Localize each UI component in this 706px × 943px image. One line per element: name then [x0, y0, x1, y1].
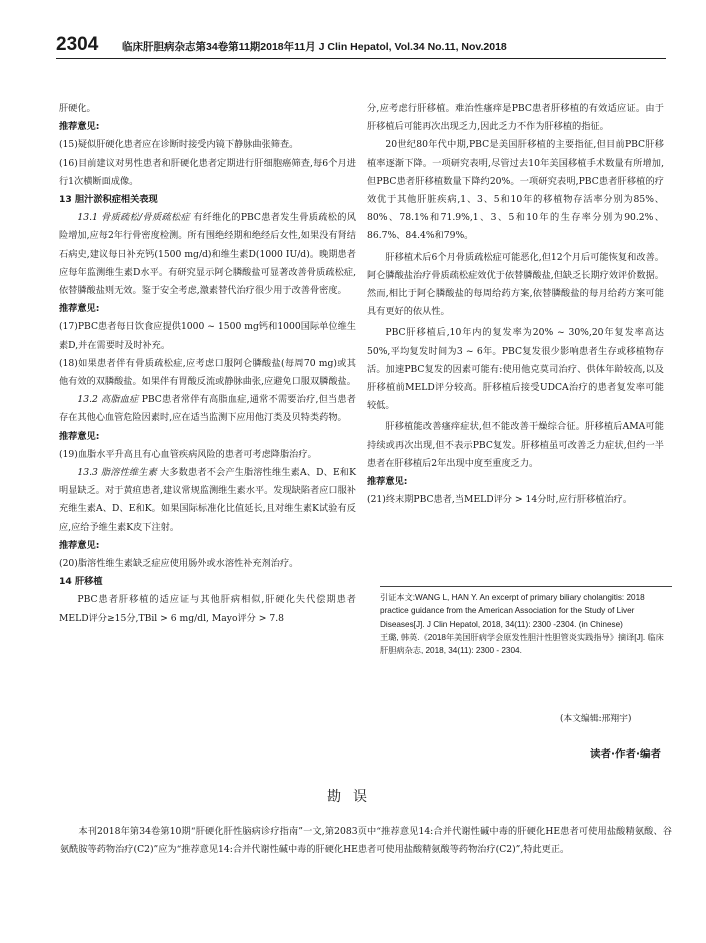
- paragraph: PBC肝移植后,10年内的复发率为20% ~ 30%,20年复发率高达50%,平均复发时间为3 ~ 6年。PBC复发很少影响患者生存或移植物存活。加速PBC复发的因素可能有:使用他克莫司治疗、供体年龄较高,以及肝移植前MELD评分较高。肝移植后接受UDCA治疗的患者复发率可能较低。: [367, 327, 664, 412]
- recommendation-label: 推荐意见:: [367, 476, 408, 488]
- errata-text: 本刊2018年第34卷第10期“肝硬化肝性脑病诊疗指南”一文,第2083页中“推荐意见14:合并代谢性碱中毒的肝硬化HE患者可使用盐酸精氨酸、谷氨酰胺等药物治疗(C2)”应为“推荐意见14:合并代谢性碱中毒的肝硬化HE患者可使用盐酸精氨酸等药物治疗(C2)”,特此更正。: [60, 826, 672, 855]
- subsection-title: 13.2 高脂血症: [77, 394, 139, 406]
- recommendation-label: 推荐意见:: [59, 430, 100, 442]
- citation-chinese: 王璐, 韩英.《2018年美国肝病学会原发性胆汁性胆管炎实践指导》摘译[J]. 临床肝胆病杂志, 2018, 34(11): 2300 - 2304.: [380, 632, 664, 656]
- subsection-text: PBC患者常伴有高脂血症,通常不需要治疗,但当患者存在其他心血管危险因素时,应在适当监测下应用他汀类及贝特类药物。: [59, 394, 356, 424]
- intro-text: 肝硬化。: [59, 103, 96, 114]
- errata-title: 勘误: [327, 789, 379, 805]
- subsection-text: 大多数患者不会产生脂溶性维生素A、D、E和K明显缺乏。对于黄疸患者,建议常规监测维生素水平。发现缺陷者应口服补充维生素A、D、E和K。如果国际标准化比值延长,且对维生素K试验有反应,应给予维生素K皮下注射。: [59, 467, 357, 533]
- subsection-13-1: [59, 209, 356, 300]
- subsection-text: 有纤维化的PBC患者发生骨质疏松的风险增加,应每2年行骨密度检测。所有围绝经期和绝经后女性,如果没有肾结石病史,建议每日补充钙(1500 mg/d)和维生素D(1000 IU/d)。晚期患者应每年监测维生素D水平。有研究显示阿仑膦酸盐可显著改善骨质疏松症,依替膦酸盐则无效。鉴于安全考虑,激素替代治疗很少用于改善骨密度。: [59, 212, 356, 297]
- subsection-13-2: [59, 391, 356, 427]
- journal-title: 临床肝胆病杂志第34卷第11期2018年11月 J Clin Hepatol, Vol.34 No.11, Nov.2018: [122, 41, 507, 53]
- errata-body: [60, 823, 672, 858]
- running-header: [56, 34, 666, 59]
- editor-note: (本文编辑:邢翔宇): [560, 714, 632, 724]
- recommendation-21: (21)终末期PBC患者,当MELD评分 > 14分时,应行肝移植治疗。: [367, 494, 633, 506]
- paragraph: 肝移植能改善瘙痒症状,但不能改善干燥综合征。肝移植后AMA可能持续或再次出现,但不表示PBC复发。肝移植虽可改善乏力症状,但约一半患者在肝移植后2年出现中度至重度乏力。: [367, 421, 664, 469]
- section-banner: 读者·作者·编者: [590, 748, 661, 760]
- recommendation-20: (20)脂溶性维生素缺乏症应使用肠外或水溶性补充剂治疗。: [59, 558, 299, 570]
- paragraph: 肝移植术后6个月骨质疏松症可能恶化,但12个月后可能恢复和改善。阿仑膦酸盐治疗骨质疏松症效优于依替膦酸盐,但缺乏长期疗效评价数据。然而,相比于阿仑膦酸盐的每周给药方案,依替膦酸盐的每月给药方案可能具有更好的依从性。: [367, 251, 664, 318]
- recommendation-19: (19)血脂水平升高且有心血管疾病风险的患者可考虑降脂治疗。: [59, 448, 317, 460]
- right-column: [367, 100, 664, 509]
- left-column: [59, 100, 356, 628]
- section-14-text: PBC患者肝移植的适应证与其他肝病相似,肝硬化失代偿期患者MELD评分≥15分,TBil > 6 mg/dl, Mayo评分 > 7.8: [59, 594, 356, 624]
- subsection-13-3: [59, 464, 356, 537]
- paragraph: 分,应考虑行肝移植。难治性瘙痒是PBC患者肝移植的有效适应证。由于肝移植后可能再次出现乏力,因此乏力不作为肝移植的指征。: [367, 103, 664, 133]
- recommendation-label: 推荐意见:: [59, 121, 100, 133]
- subsection-title: 13.1 骨质疏松/骨质疏松症: [77, 212, 191, 224]
- section-heading-14: 14 肝移植: [59, 576, 103, 588]
- recommendation-label: 推荐意见:: [59, 539, 100, 551]
- recommendation-16: (16)目前建议对男性患者和肝硬化患者定期进行肝细胞癌筛查,每6个月进行1次横断面成像。: [59, 157, 356, 187]
- paragraph: 20世纪80年代中期,PBC是美国肝移植的主要指征,但目前PBC肝移植率逐渐下降。一项研究表明,尽管过去10年美国移植手术数量有所增加,但PBC患者肝移植数量下降约20%。一项研究表明,PBC患者肝移植的疗效优于其他肝脏疾病,1、3、5和10年的移植物存活率分别为85%、80%、78.1%和71.9%,1、3、5和10年的生存率分别为90.2%、86.7%、84.4%和79%。: [367, 139, 664, 242]
- section-heading-13: 13 胆汁淤积症相关表现: [59, 194, 158, 206]
- page-number: 2304: [56, 34, 99, 55]
- subsection-title: 13.3 脂溶性维生素: [77, 467, 157, 479]
- recommendation-18: (18)如果患者伴有骨质疏松症,应考虑口服阿仑膦酸盐(每周70 mg)或其他有效的双膦酸盐。如果伴有胃酸反流或静脉曲张,应避免口服双膦酸盐。: [59, 357, 356, 388]
- citation-english: 引证本文:WANG L, HAN Y. An excerpt of primary biliary cholangitis: 2018 practice guidance from the American Association for the Study of Liver Diseases[J]. J Clin Hepatol, 2018, 34(11): 2300 -2304. (in Chinese): [380, 593, 645, 629]
- recommendation-17: (17)PBC患者每日饮食应提供1000 ~ 1500 mg钙和1000国际单位维生素D,并在需要时及时补充。: [59, 321, 356, 351]
- recommendation-label: 推荐意见:: [59, 303, 100, 315]
- recommendation-15: (15)疑似肝硬化患者应在诊断时接受内镜下静脉曲张筛查。: [59, 139, 299, 151]
- citation-block: [380, 586, 672, 657]
